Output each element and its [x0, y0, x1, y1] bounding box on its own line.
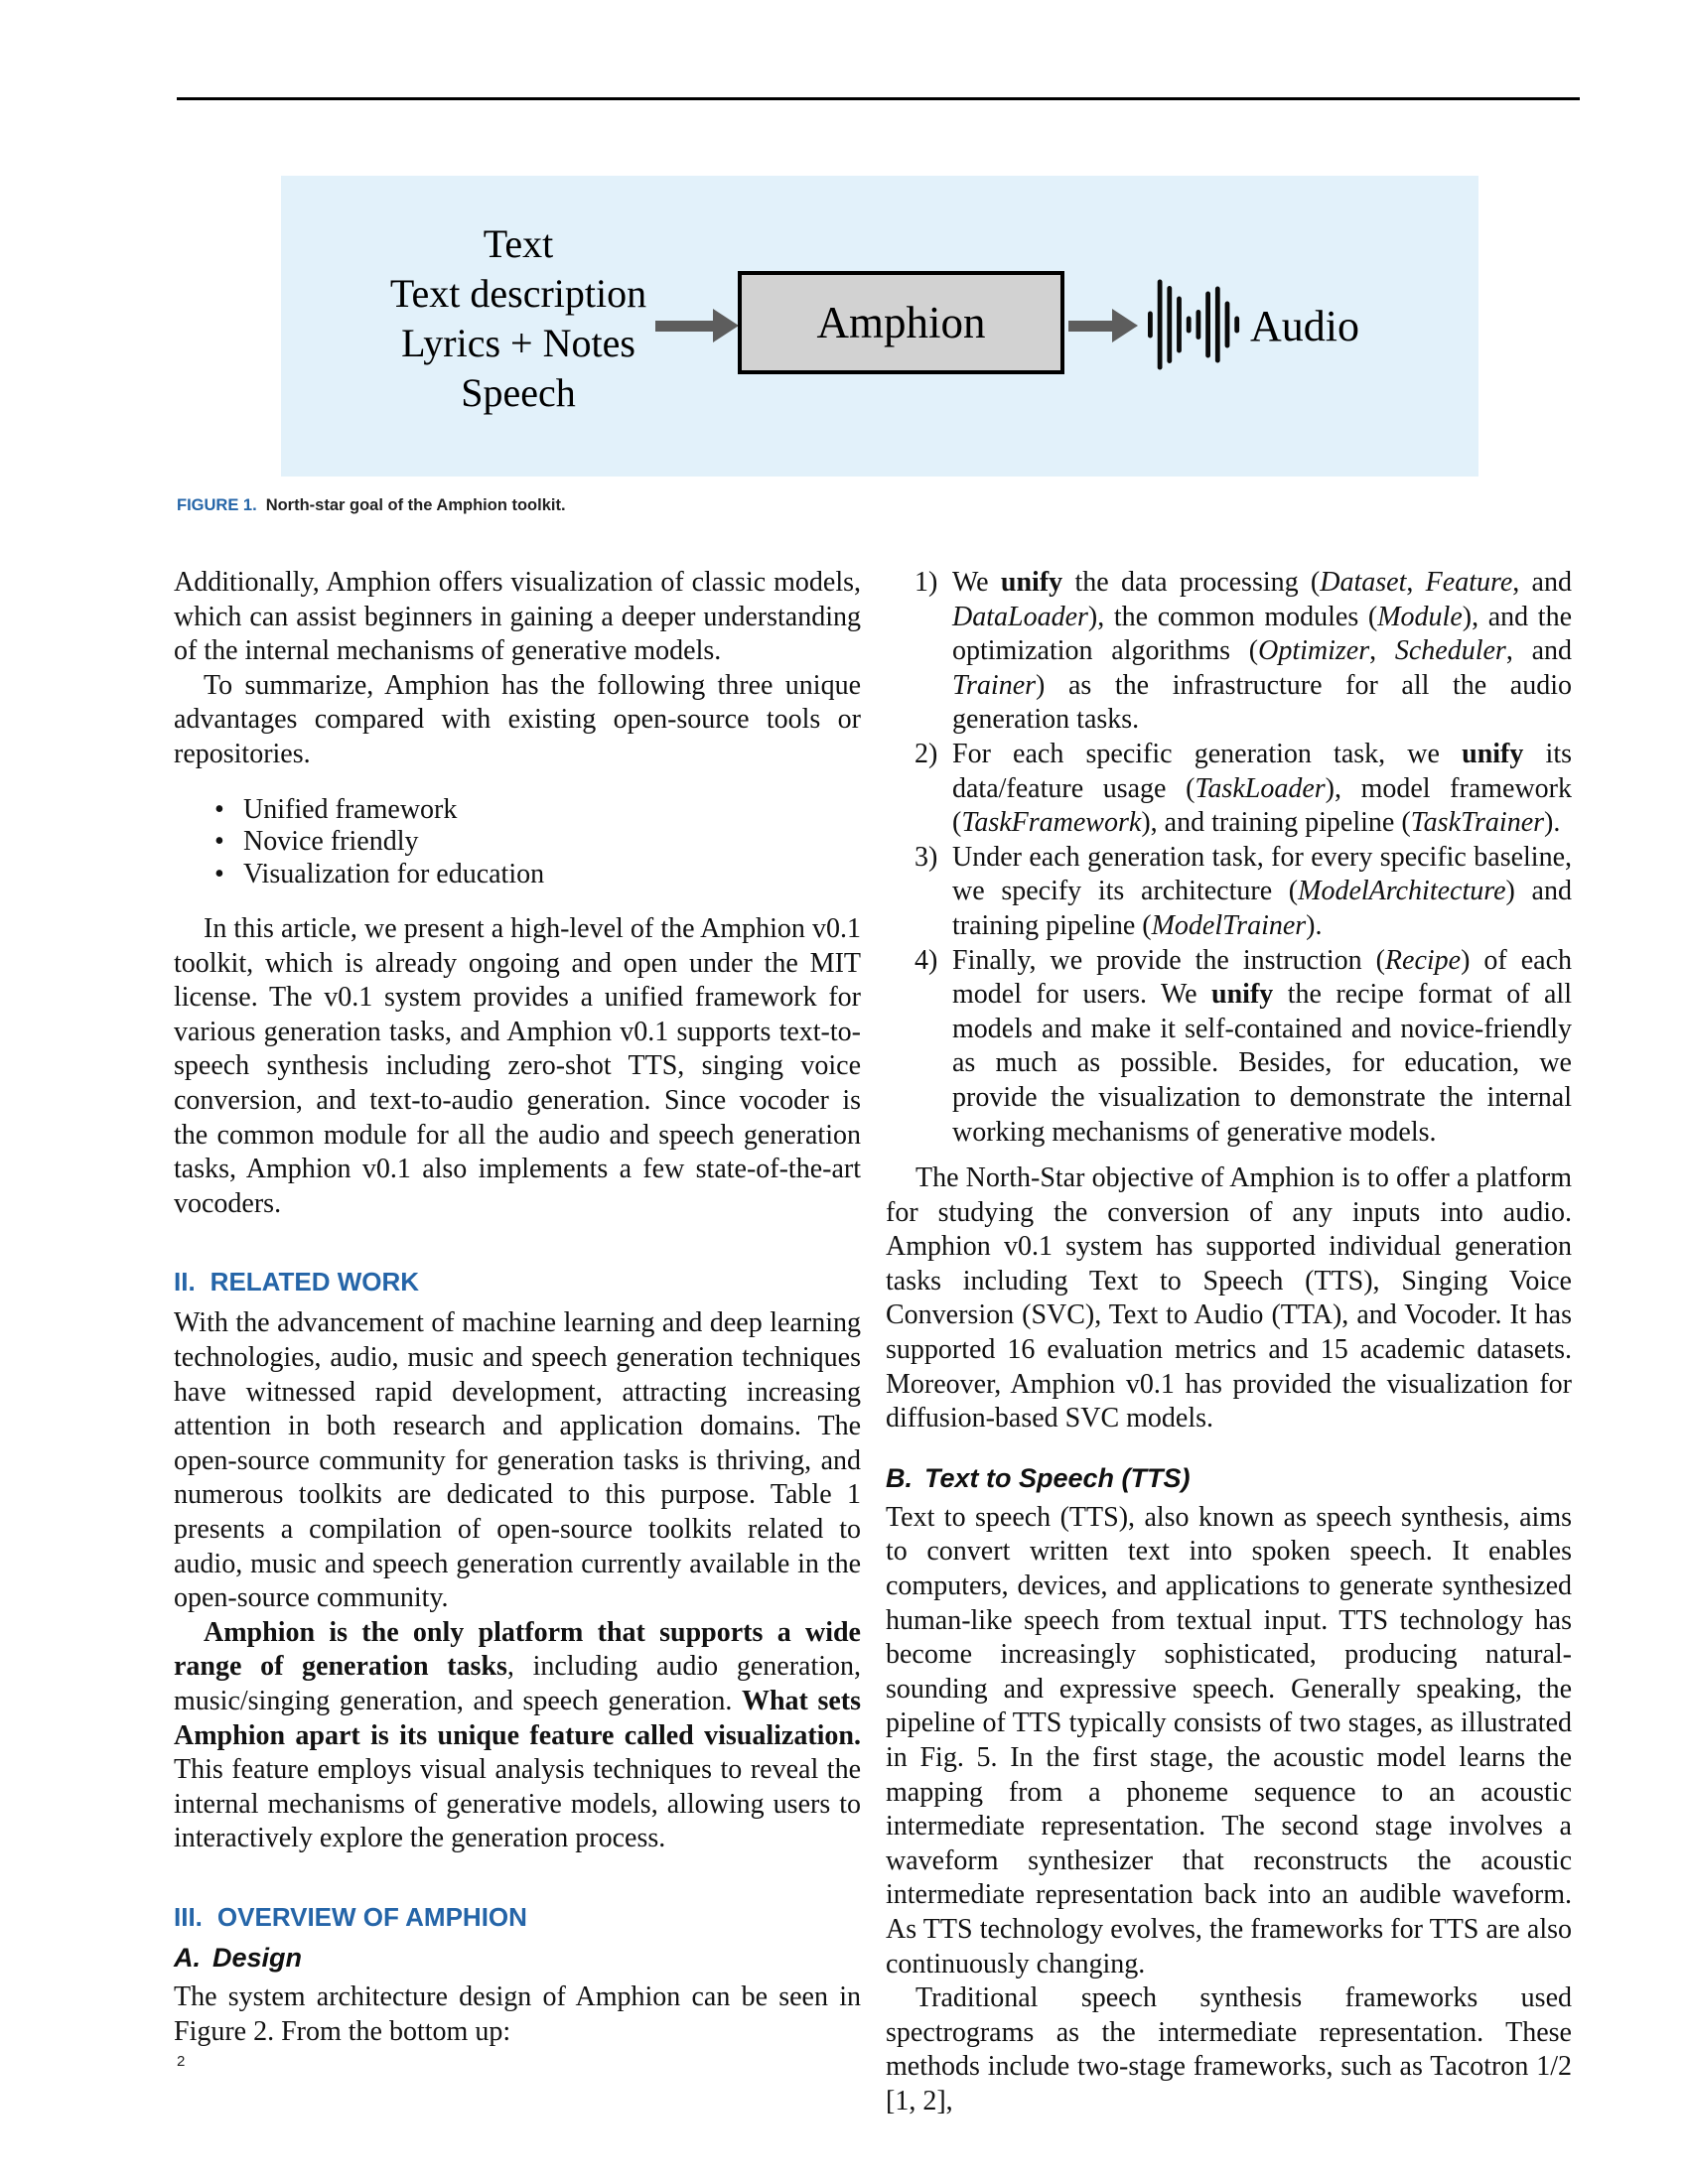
numbered-item: [886, 566, 1572, 738]
arrow-right-icon: [713, 309, 739, 342]
section-title: RELATED WORK: [210, 1267, 420, 1297]
arrow-right-icon: [1068, 321, 1112, 332]
item-text: For each specific generation task, we unify its data/feature usage (TaskLoader), model framework (TaskFramework), and training pipeline (TaskTrainer).: [952, 738, 1573, 839]
item-number: 4): [914, 944, 938, 976]
paragraph: Additionally, Amphion offers visualization of classic models, which can assist beginners in gaining a deeper understanding of the internal mechanisms of generative models.: [174, 567, 861, 667]
numbered-item: [886, 944, 1572, 1151]
arrow-right-icon: [655, 321, 713, 332]
paragraph: The North-Star objective of Amphion is to offer a platform for studying the conversion of any inputs into audio. Amphion v0.1 system has supported individual generation tasks including Text to Speech (TTS), Singing Voice Conversion (SVC), Text to Audio (TTA), and Vocoder. It has supported 16 evaluation metrics and 15 academic datasets. Moreover, Amphion v0.1 has provided the visualization for diffusion-based SVC models.: [886, 1162, 1572, 1434]
figure-caption: [177, 496, 1070, 515]
figure-input-line: Text: [483, 221, 554, 266]
subsection-heading-design: [174, 1942, 861, 1974]
list-item: • Visualization for education: [174, 859, 861, 891]
paragraph: The system architecture design of Amphion can be seen in Figure 2. From the bottom up:: [174, 1980, 861, 2047]
header-rule: [177, 97, 1580, 100]
right-column: [886, 566, 1572, 2119]
paragraph: With the advancement of machine learning and deep learning technologies, audio, music and speech generation techniques have witnessed rapid development, attracting increasing attention in both research and application domains. The open-source community for generation tasks is thriving, and numerous toolkits are dedicated to this purpose. Table 1 presents a compilation of open-source toolkits related to audio, music and speech generation currently available in the open-source community.: [174, 1307, 861, 1614]
figure-1: [281, 176, 1478, 477]
figure-input-line: Speech: [461, 370, 576, 415]
list-item: • Novice friendly: [174, 826, 861, 859]
section-heading-overview: [174, 1901, 861, 1933]
figure-caption-text: North-star goal of the Amphion toolkit.: [265, 496, 566, 514]
section-title: OVERVIEW OF AMPHION: [216, 1901, 527, 1932]
item-text: We unify the data processing (Dataset, Feature, and DataLoader), the common modules (Module), and the optimization algorithms (Optimizer, Scheduler, and Trainer) as the infrastructure for all the audio generation tasks.: [952, 567, 1572, 736]
section-number: II.: [174, 1267, 196, 1297]
subsection-title: Design: [212, 1942, 303, 1973]
paragraph: To summarize, Amphion has the following three unique advantages compared with existing open-source tools or repositories.: [174, 669, 861, 769]
figure-input-line: Text description: [389, 271, 647, 316]
item-text: Under each generation task, for every specific baseline, we specify its architecture (ModelArchitecture) and training pipeline (ModelTrainer).: [952, 841, 1572, 941]
left-column: [174, 566, 861, 2049]
figure-input-line: Lyrics + Notes: [401, 321, 635, 365]
subsection-number: A.: [174, 1942, 201, 1973]
advantage-list: [174, 794, 861, 891]
paragraph: Amphion is the only platform that supports a wide range of generation tasks, including audio generation, music/singing generation, and speech generation. What sets Amphion apart is its unique feature called visualization. This feature employs visual analysis techniques to reveal the internal mechanisms of generative models, allowing users to interactively explore the generation process.: [174, 1616, 861, 1854]
item-number: 1): [914, 567, 938, 598]
arrow-right-icon: [1112, 309, 1138, 342]
numbered-item: [886, 738, 1572, 841]
section-number: III.: [174, 1901, 203, 1932]
subsection-heading-tts: [886, 1462, 1572, 1494]
waveform-icon: [1148, 277, 1244, 372]
item-number: 2): [914, 738, 938, 769]
figure-input-list: [281, 219, 756, 418]
figure-caption-label: FIGURE 1.: [177, 496, 257, 514]
item-number: 3): [914, 841, 938, 873]
paragraph: In this article, we present a high-level of the Amphion v0.1 toolkit, which is already ongoing and open under the MIT license. The v0.1 system provides a unified framework for various generation tasks, and Amphion v0.1 supports text-to-speech synthesis including zero-shot TTS, singing voice conversion, and text-to-audio generation. Since vocoder is the common module for all the audio and speech generation tasks, Amphion v0.1 also implements a few state-of-the-art vocoders.: [174, 913, 861, 1219]
subsection-title: Text to Speech (TTS): [924, 1462, 1191, 1493]
section-heading-related-work: [174, 1266, 861, 1297]
paragraph: Text to speech (TTS), also known as speech synthesis, aims to convert written text into spoken speech. It enables computers, devices, and applications to generate synthesized human-like speech from textual input. TTS technology has become increasingly sophisticated, producing natural-sounding and expressive speech. Generally speaking, the pipeline of TTS typically consists of two stages, as illustrated in Fig. 5. In the first stage, the acoustic model learns the mapping from a phoneme sequence to an acoustic intermediate representation. The second stage involves a waveform synthesizer that reconstructs the acoustic intermediate representation back into an audible waveform. As TTS technology evolves, the frameworks for TTS are also continuously changing.: [886, 1501, 1572, 1979]
numbered-item: [886, 841, 1572, 944]
subsection-number: B.: [886, 1462, 913, 1493]
paragraph: Traditional speech synthesis frameworks used spectrograms as the intermediate representation. These methods include two-stage frameworks, such as Tacotron 1/2 [1, 2],: [886, 1982, 1572, 2116]
amphion-box: [738, 271, 1064, 374]
item-text: Finally, we provide the instruction (Recipe) of each model for users. We unify the recipe format of all models and make it self-contained and novice-friendly as much as possible. Besides, for education, we provide the visualization to demonstrate the internal working mechanisms of generative models.: [952, 944, 1572, 1148]
amphion-box-label: Amphion: [816, 298, 986, 347]
list-item: • Unified framework: [174, 794, 861, 827]
figure-output-label: Audio: [1250, 302, 1359, 350]
page-number: 2: [177, 2053, 186, 2070]
